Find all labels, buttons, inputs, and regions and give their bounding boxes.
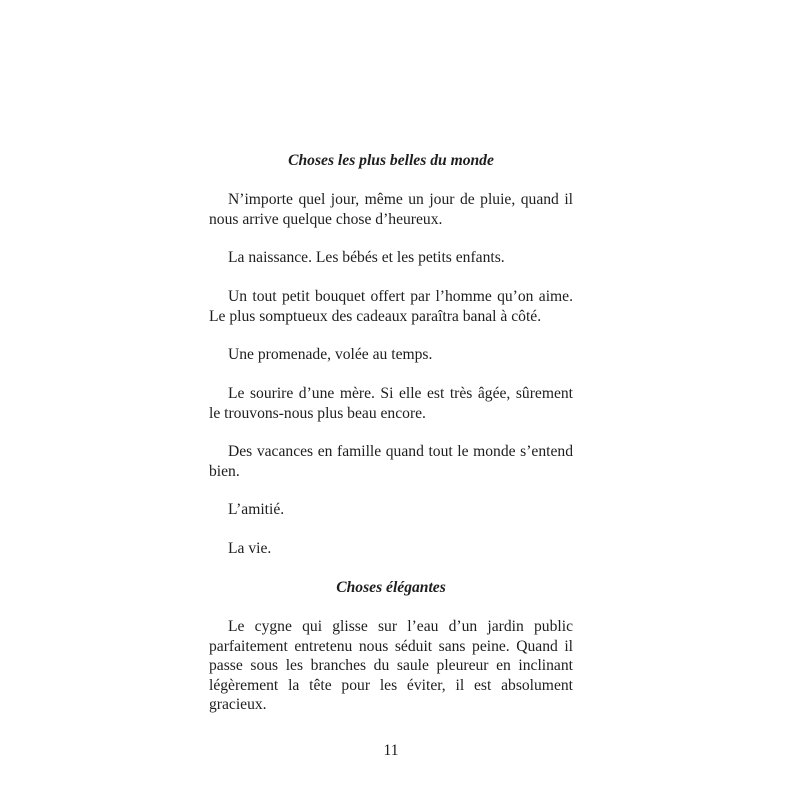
paragraph-text: Un tout petit bouquet offert par l’homme qu’on aime. Le plus somptueux des cadeaux paraîtra banal à côté. — [209, 288, 573, 325]
paragraph-text: Le cygne qui glisse sur l’eau d’un jardin public parfaitement entretenu nous séduit sans peine. Quand il passe sous les branches du saule pleureur en inclinant légèrement la tête pour les éviter, il est absolument gracieux. — [209, 618, 573, 713]
paragraph-text: La naissance. Les bébés et les petits enfants. — [228, 249, 505, 266]
paragraph-text: La vie. — [228, 540, 272, 557]
paragraph — [209, 500, 573, 520]
paragraph — [209, 287, 573, 326]
paragraph — [209, 617, 573, 715]
section-heading: Choses élégantes — [336, 579, 446, 596]
paragraph-text: Des vacances en famille quand tout le monde s’entend bien. — [209, 443, 573, 480]
page-number: 11 — [383, 742, 399, 759]
paragraph-text: Le sourire d’une mère. Si elle est très âgée, sûrement le trouvons-nous plus beau encore. — [209, 385, 573, 422]
section-heading: Choses les plus belles du monde — [288, 152, 494, 169]
paragraph — [209, 248, 573, 268]
paragraph — [209, 539, 573, 559]
paragraph — [209, 384, 573, 423]
paragraph-text: L’amitié. — [228, 501, 285, 518]
paragraph-text: Une promenade, volée au temps. — [228, 346, 433, 363]
paragraph — [209, 345, 573, 365]
paragraph-text: N’importe quel jour, même un jour de pluie, quand il nous arrive quelque chose d’heureux. — [209, 191, 573, 228]
paragraph — [209, 442, 573, 481]
paragraph — [209, 190, 573, 229]
